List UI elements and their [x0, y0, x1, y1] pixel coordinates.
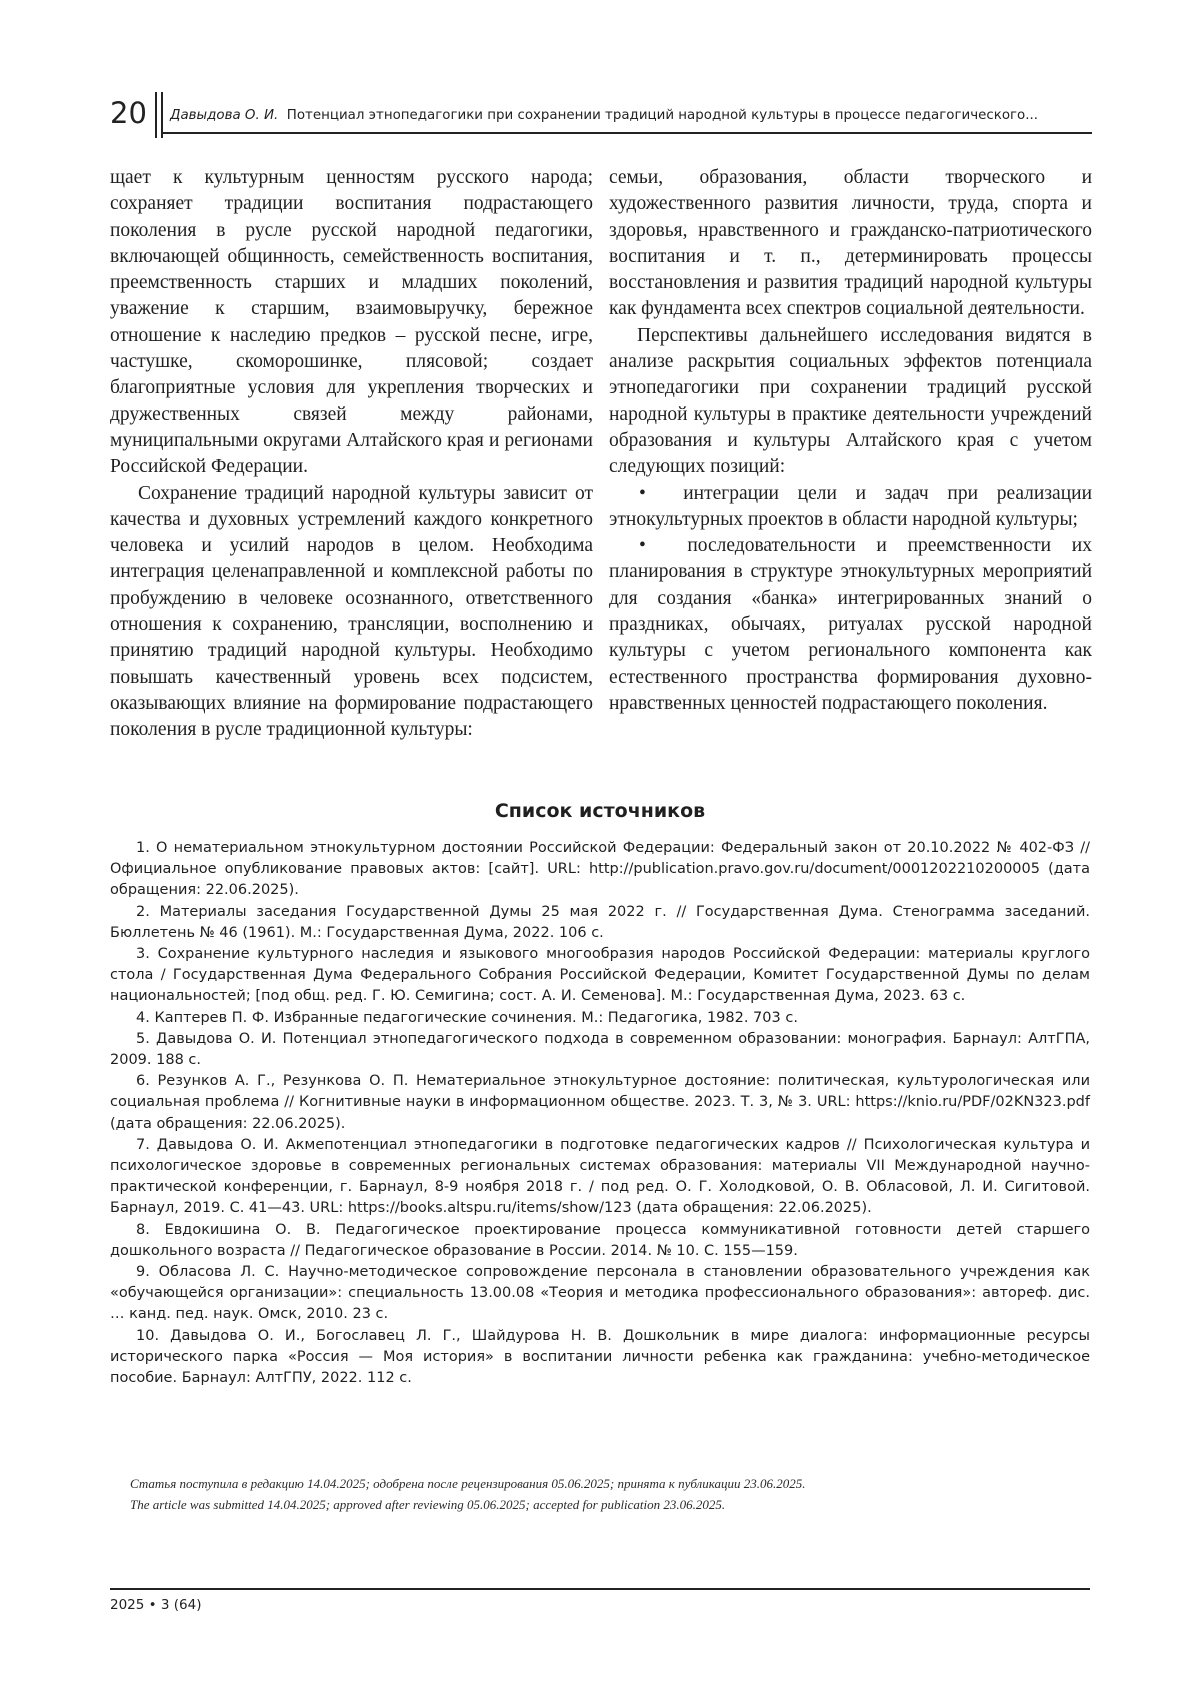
footer-rule: [110, 1588, 1090, 1590]
submission-notes: [130, 1474, 1090, 1515]
reference-item: 2. Материалы заседания Государственной Думы 25 мая 2022 г. // Государственная Дума. Стенограмма заседаний. Бюллетень № 46 (1961). М.: Государственная Дума, 2022. 106 с.: [110, 903, 1090, 941]
paragraph: щает к культурным ценностям русского народа; сохраняет традиции воспитания подрастающего поколения в русле русской народной педагогики, включающей общинность, семейственность воспитания, преемственность старших и младших поколений, уважение к старшим, взаимовыручку, бережное отношение к наследию предков – русской песне, игре, частушке, скоморошинке, плясовой; создает благоприятные условия для укрепления творческих и дружественных связей между районами, муниципальными округами Алтайского края и регионами Российской Федерации.: [110, 167, 593, 478]
bullet-item: [609, 533, 1092, 717]
running-title: [170, 108, 1092, 123]
running-header: [110, 92, 1090, 140]
paragraph: семьи, образования, области творческого и художественного развития личности, труда, спорта и здоровья, нравственного и гражданско-патриотического воспитания и т. п., детерминировать процессы восстановления и развития традиций народной культуры как фундамента всех спектров социальной деятельности.: [609, 167, 1092, 320]
reference-item: 6. Резунков А. Г., Резункова О. П. Нематериальное этнокультурное достояние: политическая, культурологическая или социальная проблема // Когнитивные науки в информационном обществе. 2023. Т. 3, № 3. URL: https://knio.ru/PDF/02KN323.pdf (дата обращения: 22.06.2025).: [110, 1073, 1090, 1132]
reference-item: 3. Сохранение культурного наследия и языкового многообразия народов Российской Федерации: материалы круглого стола / Государственная Дума Федерального Собрания Российской Федерации, Комитет Государственной Думы по делам национальностей; [под общ. ред. Г. Ю. Семигина; сост. А. И. Семенова]. М.: Государственная Дума, 2023. 63 с.: [110, 946, 1090, 1005]
running-article-title: Потенциал этнопедагогики при сохранении традиций народной культуры в процессе педагогического...: [286, 108, 1039, 123]
left-column: [110, 165, 593, 744]
header-vertical-rule: [155, 92, 157, 138]
bullet-icon: •: [639, 535, 646, 557]
page-number: 20: [110, 96, 147, 130]
bullet-item: [609, 481, 1092, 534]
paragraph: Сохранение традиций народной культуры зависит от качества и духовных устремлений каждого конкретного человека и усилий народов в целом. Необходима интеграция целенаправленной и комплексной работы по пробуждению в человеке осознанного, ответственного отношения к сохранению, трансляции, восполнению и принятию традиций народной культуры. Необходимо повышать качественный уровень всех подсистем, оказывающих влияние на формирование подрастающего поколения в русле традиционной культуры:: [110, 482, 593, 741]
right-column: [609, 165, 1092, 717]
paragraph: Перспективы дальнейшего исследования видятся в анализе раскрытия социальных эффектов потенциала этнопедагогики при сохранении традиций русской народной культуры в практике деятельности учреждений образования и культуры Алтайского края с учетом следующих позиций:: [609, 324, 1092, 478]
submission-note-en: The article was submitted 14.04.2025; approved after reviewing 05.06.2025; accepted for publication 23.06.2025.: [130, 1496, 726, 1512]
bullet-text: последовательности и преемственности их планирования в структуре этнокультурных мероприятий для создания «банка» интегрированных знаний о праздниках, обычаях, ритуалах русской народной культуры с учетом регионального компонента как естественного пространства формирования духовно-нравственных ценностей подрастающего поколения.: [609, 535, 1092, 714]
reference-item: 10. Давыдова О. И., Богославец Л. Г., Шайдурова Н. В. Дошкольник в мире диалога: информационные ресурсы исторического парка «Россия — Моя история» в воспитании личности ребенка как гражданина: учебно-методическое пособие. Барнаул: АлтГПУ, 2022. 112 с.: [110, 1327, 1090, 1387]
references-list: [110, 838, 1090, 1389]
reference-item: 5. Давыдова О. И. Потенциал этнопедагогического подхода в современном образовании: монография. Барнаул: АлтГПА, 2009. 188 с.: [110, 1030, 1090, 1069]
reference-item: 4. Каптерев П. Ф. Избранные педагогические сочинения. М.: Педагогика, 1982. 703 с.: [136, 1009, 798, 1026]
header-rule: [162, 132, 1092, 134]
bullet-icon: •: [639, 482, 646, 504]
reference-item: 8. Евдокишина О. В. Педагогическое проектирование процесса коммуникативной готовности детей старшего дошкольного возраста // Педагогическое образование в России. 2014. № 10. С. 155—159.: [110, 1221, 1090, 1259]
reference-item: 7. Давыдова О. И. Акмепотенциал этнопедагогики в подготовке педагогических кадров // Психологическая культура и психологическое здоровье в современных региональных системах образования: материалы VII Международной научно-практической конференции, г. Барнаул, 8-9 ноября 2018 г. / под ред. О. Г. Холодковой, О. В. Обласовой, Л. И. Сигитовой. Барнаул, 2019. С. 41—43. URL: https://books.altspu.ru/items/show/123 (дата обращения: 22.06.2025).: [110, 1136, 1090, 1217]
references-heading: Список источников: [494, 800, 706, 822]
running-author: Давыдова О. И.: [170, 108, 279, 123]
bullet-text: интеграции цели и задач при реализации этнокультурных проектов в области народной культуры;: [609, 482, 1092, 530]
reference-item: 9. Обласова Л. С. Научно-методическое сопровождение персонала в становлении образовательного учреждения как «обучающейся организации»: специальность 13.00.08 «Теория и методика профессионального образования»: автореф. дис. … канд. пед. наук. Омск, 2010. 23 с.: [110, 1264, 1090, 1323]
reference-item: 1. О нематериальном этнокультурном достоянии Российской Федерации: Федеральный закон от 20.10.2022 № 402-ФЗ // Официальное опубликование правовых актов: [сайт]. URL: http://publication.pravo.gov.ru/document/0001202210200005 (дата обращения: 22.06.2025).: [110, 840, 1090, 899]
issue-label: 2025 • 3 (64): [110, 1597, 202, 1613]
submission-note-ru: Статья поступила в редакцию 14.04.2025; одобрена после рецензирования 05.06.2025; принята к публикации 23.06.2025.: [130, 1476, 806, 1491]
